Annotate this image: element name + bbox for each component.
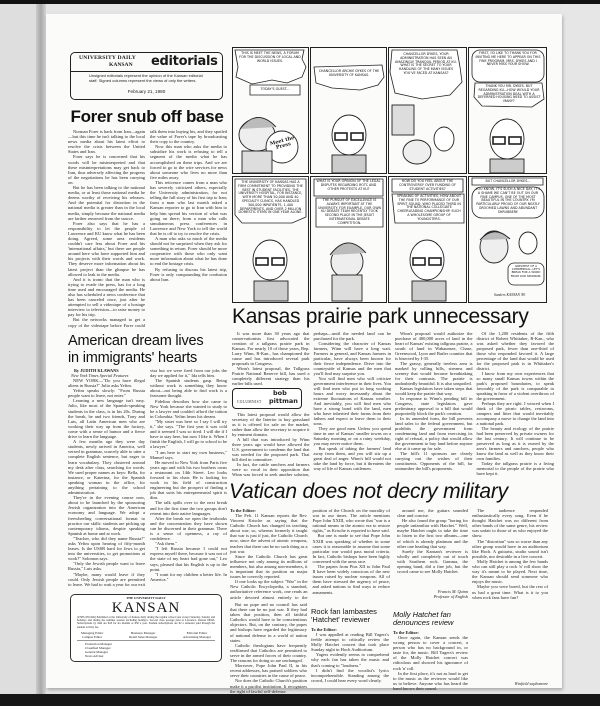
paragraph: The papers from Pius XII to John Paul II have been widely conscious of the new issues raised by nuclear weapons. All of them have stressed the urgency of peace, and asked nations to find ways to reduce armaments.	[312, 564, 390, 595]
paragraph: A bill that was introduced by Winn three years ago would have allowed the U.S. government to condemn the land that was needed for the proposed park. That bill died in committee.	[232, 437, 310, 462]
staff-title: Classified Manager	[85, 646, 111, 651]
paragraph: Today the tallgrass prairie is a living memorial to the people of the prairie who have kept it.	[476, 461, 554, 476]
paragraph: But the networks managed to get a copy of the videotape before Forer could talk them into buying his, and they spoiled the value of Forer's tape by broadcasting their copy to the country.	[68, 129, 227, 328]
paragraph: Surely the Kansan's reviewer is wholly and completely out of touch with Southern rock. Gamma, the opening band, did a fine job, but the crowd came to see Molly Hatchet.	[397, 548, 468, 575]
paragraph: They are good men. Unless you spend time in one of Kansas' smaller towns on a Saturday morning or on a rainy weekday, you may never notice them.	[313, 426, 391, 446]
columnist-last-name: pittman	[269, 397, 298, 405]
paragraph: Forer says he is concerned that his words will be misinterpreted and that these misinterpretations may get back to Iran, thus adversely affecting the progress of the negotiations he has been carrying on.	[68, 154, 145, 185]
headline-line-2: 'Hatchet' reviewer	[311, 615, 371, 624]
paragraph: Winn's proposal would authorize the purchase of 400,000 acres of land in the heart of Kansas' existing tallgrass prairie, a swath of land in Wabaunsee, Chase, Greenwood, Lyon and Butler counties that is bisected by I-35.	[395, 331, 473, 361]
columnist-first-name: bob	[273, 389, 287, 397]
paragraph: A few months ago they were day students, newly arrived in America, well versed in grammar, scarcely able to utter a complete English sentence, but eager to learn vocabulary. They clustered around my desk after class, searching for words. We used proper names as keys: Bella, for instance, or Katerina, for the Spanish speaking woman in the office, for anything pertaining to the school administration.	[68, 439, 145, 496]
molly-headline	[393, 611, 473, 627]
masthead-publication-info: (USPS 650-640) Published at the University of Kansas daily during the regular school year except Saturday, Sunday and holidays and during the summer session excluding holidays. Second class postage paid at Lawrence, Kansas 66045. Subscriptions by mail are $18 for six months or $30 a year. Student subscriptions are $2 a semester paid through the student activity fee.	[77, 615, 215, 629]
salutation: To the Editor:	[393, 630, 419, 635]
paragraph: The Spanish students gasp. Being without work is something they know about—not being able to find work is a fearsome thought.	[150, 378, 227, 399]
paragraph: Winn's latest proposal, the Tallgrass Prairie National Reserve bill, has used a completely different strategy than his earlier bills used.	[232, 366, 310, 386]
rockfan-letter-body	[311, 627, 389, 687]
paragraph: Norman Forer is back from Iran—again—but this time he isn't talking to the local news media about his latest effort to resolve the crisis between the United States and Iran.	[68, 129, 145, 155]
immigrants-article-body	[68, 368, 227, 592]
paragraph: The bill's 11 sponsors are clearly carrying out the wishes of their constituents. Opponents of the bill, far outnumber the bill's proponents.	[395, 451, 473, 471]
paragraph: Learning a new language isn't easy. Julio, like most of the Spanish-speaking students in the class, is in his 20s. During the break, he and two friends, Tony and Luis, all Latin American men who are working their way up from the factory, come with a sense of humor and a fierce drive to learn the language.	[68, 398, 145, 440]
forer-headline: Forer snub off base	[70, 107, 224, 126]
paragraph: Considering the character of Kansas farmers, Winn will have a long wait. Farmers in general, and Kansas farmers in particular, have always been known for their fierce independence. Drive into the countryside of Kansas and the men that you'll find may surprise you.	[313, 341, 391, 376]
molly-letter-body	[393, 630, 468, 691]
editorial-policy-note: Unsigned editorials represent the opinion of the Kansan editorial staff. Signed columns represent the views of only the writers.	[89, 73, 203, 83]
paragraph: In the first place, it's not as hard to get to the music as the reviewer would like us to believe. Anyone who has heard the band knows their sound.	[393, 670, 468, 691]
brand-line-1: UNIVERSITY DAILY	[79, 55, 137, 61]
paragraph: NEW YORK—"Do you have illegal aliens in Russia?" Julio asks Yefim.	[68, 378, 145, 389]
page-fold-shadow	[36, 4, 46, 694]
paragraph: In response to Winn's pending bill in Congress, state legislators gave preliminary approval to a bill that would purportedly block the park's creation.	[395, 396, 473, 416]
paragraph: They're in the evening course now, about to be launched by the sponsoring Jewish organization into the American economy and language. We adopt a freewheeling conversational format to practice our skills: students are picking up contemporary idioms, despite speaking Spanish at home and at work.	[68, 495, 145, 536]
vatican-headline: Vatican does not decry military	[229, 480, 508, 503]
scan-top-edge	[0, 0, 600, 4]
vatican-letter-continued	[230, 602, 307, 694]
paragraph: In its amended form, the bill prevents land sales to the federal government, but prohibits the government from condemning land and from exercising its right of refusal, a policy that would allow the government to buy land before anyone else at it came up for sale.	[395, 416, 473, 451]
scan-left-margin	[0, 4, 38, 694]
scan-right-margin	[562, 4, 600, 694]
paragraph: The audience responded enthusiastically every song. Even if he thought Hatchet was no different from other bands of the same genre, his review was unfair to those of us who enjoyed the show.	[472, 508, 548, 539]
paragraph: Perhaps they are right. I winced when I think of the picnic tables, restrooms, campers and litter that would inevitably accompany a move to change the land into a national park.	[476, 401, 554, 426]
speech-bubble: THANK YOU MR. DYKES. BUT REGARDING KU—HOW WOULD YOUR ADMINISTRATION DEAL WITH A DEFERRED HOUSING NEED TO ASSIST MANY?	[477, 84, 541, 104]
masthead-title: KANSAN	[111, 599, 181, 616]
paragraph: I know from my own experiences that so many small Kansas towns within the park's proposed boundaries, to speak favorably of the park is comparable to speaking in favor of a violent overthrow of the government.	[476, 371, 554, 401]
speech-bubble: THIS IS MEET THE NEWS, A FORUM FOR THE DISCUSSION OF LOCAL AND WORLD ISSUES.	[239, 51, 301, 63]
paragraph: If one looks up the subject "War" in the New Catholic Encyclopedia, a standard, authoritative reference work, one reads an article devoted almost entirely to the position of the Church on the morality of war in our times. The article mentions Pope John XXIII, who wrote that "war is a rational means in the atomic era to restore rights," as Krische is reported to have said.	[230, 508, 390, 600]
staff-title: Managing Editor	[81, 630, 104, 635]
paragraph: The grassy, generally treeless area is marked by rolling hills, streams and scenery that would become breathtaking for their contrasts. The prairie is undoubtedly beautiful. It is also unspoiled.	[395, 361, 473, 386]
staff-title: Editorial Editor	[186, 630, 208, 635]
speech-bubble: TODAY'S GUEST...	[260, 87, 290, 91]
paragraph: The beauty and ecology of the prairie had been preserved by private owners for the last century. It will continue to be preserved as long as it is owned by the area's farmers and ranchers, people who know the land as well as they know their own families.	[476, 426, 554, 461]
paragraph: I was appalled at reading Bill Yagers's feeble attempt to critically review the Molly Hatchet concert that took place Sunday night in Hoch Auditorium.	[311, 632, 389, 653]
paragraph: He moved to New York from Paris five years ago and with his two brothers owns a restaurant on 14th Street. Leo looks forward to his chair. He is looking for work in his field of construction engineering but the prospect of finding a job that suits his entrepreneurial spirit is dim.	[150, 459, 227, 501]
paragraph: In fact, the cattle ranchers and farmers were so vocal in their opposition that Winn was forced to seek another solution, perhaps—until the needed land can be purchased for the park.	[232, 331, 391, 477]
masthead-line1: THE UNIVERSITY DAILY	[126, 596, 166, 600]
prairie-headline: Kansas prairie park unnecessary	[232, 305, 529, 328]
paragraph: Kansas legislators have taken steps that would keep the prairie that way.	[395, 386, 473, 396]
meet-the-press-logo: Meet the Press	[269, 134, 296, 151]
headline-line-1: Rock fan lambastes	[311, 607, 377, 616]
headline-line-2: denounces review	[393, 618, 454, 627]
paragraph: Maybe you were bored, but the rest of us had a great time. What is it to you when rock fans have fun?	[472, 584, 548, 600]
paragraph: But no pope and no council has said that there can be no just war. If they had taken that position, then all faithful Catholics would have to be conscientious objectors. But, on the contrary, the popes and bishops have regarded the legitimacy of national defense in a world of nation states.	[230, 602, 307, 643]
rockfan-headline	[311, 608, 391, 624]
editorials-header-box	[70, 52, 223, 100]
paragraph: Nor does the Catholic Church's position make it a pacifist institution. It recognizes the right of lawful self-defense.	[230, 678, 307, 694]
forer-article-body	[68, 129, 227, 329]
paragraph: Yefim speaks slowly: "From Russia people want to leave, not enter."	[68, 388, 145, 399]
paragraph: Now this man who asks the media to subsidize his work is refusing to tell a segment of the media what he has accomplished on these trips. And we are forced to go to the wire services for news about someone who lives no more than five miles away.	[150, 144, 227, 180]
paragraph: Moreover, Pope John Paul II, in his recent addresses, has praised soldiers who serve their countries in the cause of peace.	[230, 663, 307, 679]
paragraph: Catholic theologians have frequently reaffirmed that Catholics are permitted to serve in the armed forces of their country. The reasons for doing so are unchanged.	[230, 642, 307, 664]
staff-title: Business Manager	[131, 630, 156, 635]
paragraph: This latest proposal would allow the secretary of the Interior to buy grassland as it is offered for sale on the market, rather than allow the secretary to acquire it by eminent domain.	[232, 412, 310, 437]
speech-bubble: GREATEST OF A COMMERCIAL, LET'S BREAK FOR A WORD FROM OUR SPONSOR.	[510, 264, 542, 278]
signature-title: Professor of English	[433, 593, 468, 599]
headline-line-1: Molly Hatchet fan	[393, 610, 451, 619]
paragraph: It was more than 30 years ago that conservationists first advocated the creation of a tallgrass prairie park in Kansas. For nearly 10 of those years, Rep. Larry Winn, R-Kan., has championed the cause and has introduced several park proposals in Congress.	[232, 331, 310, 366]
paragraph: "Ask them."	[155, 541, 178, 547]
kansan-masthead-box	[70, 594, 222, 662]
columnist-badge	[232, 388, 302, 409]
staff-left	[81, 632, 103, 640]
staff-title: News Adviser	[85, 653, 104, 658]
staff-title: Campus Editor	[82, 634, 103, 639]
speech-bubble: THE PURSUIT OF EXCELLENCE IS ALWAYS IMPORTANT AT THE UNIVERSITY. FOR EXAMPLE, OUR OWN KU DEBATE TEAM RECENTLY TOOK SECOND PLACE IN THE JESUIT INTERNATIONAL DEBATE COMPETITION.	[318, 198, 381, 225]
molly-letter-continued	[472, 508, 548, 680]
speech-bubble: CHANCELLOR DYKES, YOUR ADMINISTRATION HAS SEEN AN AMAZINGLY TRANQUIL PERIOD AT KU. WHAT IS THE SECRET TO YOUR HANDLING OF THE MANY ISSUES YOU'VE FACED AT KANSAS?	[395, 52, 457, 75]
paragraph: "My sister was here so I say I will try it," she says. "The first year it was cold and it seemed I was so tired. I will die if I have to stay here, but now I like it. When I finish the English, I will go to school to be a lawyer."	[150, 418, 227, 450]
paragraph: I didn't find the vocalist's lyrics incomprehensible. Standing among the crowd, I could hear every word clearly.	[311, 667, 389, 683]
speech-bubble: HOW DO YOU FEEL ABOUT THE CONTROVERSY OVER FUNDING OF STUDENT ACTIVITIES?	[398, 179, 457, 191]
paragraph: By refusing to discuss his latest trip, Forer is only compounding the confusion about Iran.	[150, 266, 227, 282]
speech-bubble: SPEAKING OF ACTIVITIES, HOW ABOUT THE FINE TV PERFORMANCE OF OUR SPIRIT SQUAD, WHO PLACED THIRD IN THE NATIONAL COLLEGIATE CHEERLEADING CHAMPIONSHIP. SUCH A WHOLESOME GROUP OF YOUNGSTERS.	[397, 194, 461, 221]
staff-title: General Manager	[85, 649, 108, 654]
speech-bubble: BUT CHANCELLOR DYKES...	[485, 178, 531, 183]
section-title: editorials	[151, 54, 218, 69]
paragraph: Since the Catholic Church has great influence not only among its millions of members, but also among non-members, it is important that its position on major issues be correctly reported.	[230, 553, 308, 580]
byline: By JUDITH KLAWANS	[74, 368, 119, 373]
staff-title: Advertising Manager	[182, 634, 211, 639]
scan-bottom-edge	[0, 694, 600, 706]
paragraph: Molly Hatchet is among the few bands who can still play a rock 'n' roll show the way it's meant to be played. Next time, the Kansan should send someone who enjoys the music.	[472, 558, 548, 585]
byline-org: New York Times Special Features	[71, 373, 129, 378]
paragraph: He also found the group "boring for people unfamiliar with Hatchet." Well, maybe Hatchet ought to take the time to listen to the first two albums—one of which is already platinum and the other one heading that way.	[397, 518, 468, 549]
cartoonist-signature: Sanders KANSAN '80	[494, 293, 526, 297]
speech-bubble: YOU KNOW, IT'S SUCH A NICE DAY, IT'S A SHAME WE CAN'T BE OUT ON OUR FINE CAMPUS, ONE OF THE MOST BEAUTIFUL IN THE COUNTRY. I'M PARTICULARLY PROUD OF OUR NEATLY GROOMED LAWNS AND ABUNDANT SHRUBBERY.	[475, 187, 541, 214]
paragraph: The talk spills over to the next break and for the first time the two groups don't retreat into their native languages.	[150, 500, 227, 516]
masthead-staff-row	[71, 630, 221, 640]
paragraph: This reticence comes from a man who has severely criticized others, especially the University administration, for not telling the full story of his first trip to Iran; from a man who last month asked a Kansan reporter to go to Iran with him to help him spread his version of what was going on there; from a man who calls simultaneous press conferences in Lawrence and New York to tell the world that he is off to try to resolve the crisis.	[150, 179, 227, 236]
speech-bubble: THE UNIVERSITY OF KANSAS HAS A FIRM COMMITMENT TO PROVIDING THE BEST IN STUDENT FACILITIES. THE UNIVERSITY HOSPITAL, FOR INSTANCE, WITH MORE THAN 50,000 AND 40 SPECIALTY CLINICS, HAS HANDLED 300,000 INPATIENTS, 1,400 DEPARTMENTS, AND OVER 2 MILLION DOMESTIC ITEMS IN ONE YEAR ALONE.	[238, 180, 303, 215]
prairie-article-body	[232, 331, 554, 477]
paragraph: "Only the Jewish people want to leave Russia," Luis asks.	[68, 561, 145, 572]
speech-bubble: FIRST, I'D LIKE TO THANK YOU FOR INVITING ME HERE TO APPEAR ON THIS FINE PROGRAM. MRS. DYKES AND I NEVER MISS YOUR SHOW.	[475, 51, 541, 67]
paragraph: "Teacher, who did they name Russia?" asks Yefim upon hearing of fifty-month leases. Is the USSR hard for Jews to get into the universities, to get promotions at work?" Solomon says.	[68, 535, 145, 562]
paragraph: You will find men who will criticize government interference in their lives. You will find men who put in long working hours and worry incessantly about the extreme fluctuations of Kansas weather. And inevitably, you will find men who have a strong bond with the land, men who have inherited their farms from their fathers and expect to leave them to their sons.	[313, 376, 391, 426]
issue-date: February 21, 1980	[127, 89, 166, 94]
paragraph: Fidelina describes how she came to New York because she wanted to study to be a lawyer and couldn't afford the tuition in Colombia. Yefim hears his dream.	[150, 398, 227, 419]
paragraph: But speak of taking the farmers' land away from them, and you will stir up a great deal of anger. Winn's bill would not take the land by force, but it threatens the way of life of Kansas cattlemen.	[313, 446, 391, 471]
brand-line-2: KANSAN	[109, 61, 133, 68]
paragraph: The Feb. 11 Kansan reports the Rev. Vincent Krische as saying that the Catholic Church has changed its teaching about war; so, whereas formerly it taught that war is just if just, the Catholic Church now, since the advent of atomic weapons, teaches that there can be no such thing as a just war.	[230, 513, 308, 554]
paragraph: A man who asks so much of the media should not be surprised when they ask for something in return. Forer should be more cooperative with those who only want more information about what he has done to end the hostage crisis.	[150, 235, 227, 267]
headline-line-2: in immigrants' hearts	[68, 349, 198, 366]
paragraph: But one is made to see that Pope John XXIII was speaking of whether in some cases it is reasonable to assume that some particular war would pass moral criteria. In fact, Catholic bishops have been highly concerned with the arms race.	[312, 533, 390, 564]
speech-bubble: CHANCELLOR ARCHIE DYKES OF THE UNIVERSITY OF KANSAS.	[318, 69, 380, 77]
vatican-letter-col3	[397, 508, 468, 588]
paragraph: "I left Russia because I could not express myself there, because it was not of the state of my heart had gone out," Leo says, pleased that his English is up to the point.	[150, 546, 227, 572]
vatican-letter-body	[230, 508, 390, 602]
signature-name: Francis M. Quinn	[437, 589, 468, 594]
vatican-signature	[397, 590, 468, 600]
headline-line-1: American dream lives	[68, 333, 204, 349]
paragraph: And it is ironic that the man who is trying to evade the press, has for a long time used and encouraged the media. He also has scheduled a news conference that has been canceled once, just after he attempted to sell a videotape of a hostage interview to television—to raise money to pay for his trip.	[68, 276, 145, 318]
paragraph: around me, the guitars sounded clear and concise.	[397, 508, 468, 519]
staff-right	[183, 632, 211, 640]
paragraph: "I want for my children a better life. In America."	[150, 571, 227, 582]
paragraph: But he has been talking to the national media, or at least those national media he deems worthy of receiving his releases. And the potential for distortion in the national media is greater than in the local media, simply because the national media are farther removed from the source.	[68, 185, 145, 221]
paragraph: "Maybe, many would leave if they could. Only Jewish people are permitted to leave. We had to wait a year for our exit visa but we were fired from our jobs the day we applied for it," Ida tells him.	[68, 368, 227, 587]
paragraph: "I am here to start my own business," Manuel says.	[150, 449, 227, 460]
staff-mid	[129, 632, 157, 640]
staff-title: Production Manager	[85, 642, 113, 647]
editorial-cartoon	[232, 47, 548, 303]
staff-title: Retail Sales Manager	[129, 634, 158, 639]
paragraph: The "distortion" was so worse than any other group would have in an auditorium like Hoch. A guitarist, studio sound isn't possible, nor desirable in a live concert.	[472, 538, 548, 559]
paragraph: Forer also says that he has a responsibility to let the people of Lawrence and KU know what he has been doing. Agreed, some area residents couldn't care less about Forer and his 'international affairs,' but there are people around here who have supported him and his projects with their words and work. They deserve more information about his latest project than the glimpse he has allowed to leak to the media.	[68, 220, 145, 277]
salutation: To the Editor:	[311, 627, 337, 632]
speech-bubble: WHAT IS YOUR OPINION OF THE LEGAL DISPUTES REGARDING ROTC AND OTHER PROTESTS AT KU?	[316, 179, 381, 191]
paragraph: Once again, the Kansan sends the wrong person to cover a concert, a person who has no background in, or taste for, the music. Bill Yagers's review of the Molly Hatchet concert was ridiculous and showed his ignorance of rock 'n' roll.	[393, 635, 468, 671]
salutation: To the Editor:	[230, 508, 256, 513]
paragraph: Of the 1,200 residents of the fifth district of Robert Whittaker, R-Kan., who was asked whether they favored the proposed park, fewer than one-third of those who responded favored it. A large percentage of the land that would be used for the proposed park is in Whittaker's district.	[476, 331, 554, 371]
paragraph: Yagers evidently seems to comprehend why each fan has taken the music and that's coming to "loudness."	[311, 652, 389, 668]
immigrants-headline	[68, 333, 203, 366]
staff-bottom	[77, 640, 215, 658]
paragraph: After the break we open the textbooks and the concentration they have shown can be discerned in their grammar. There is a sense of openness, a ray of confidence.	[150, 515, 227, 542]
molly-signature: Winfield sophomore	[514, 681, 548, 686]
columnist-label: COLUMNIST	[237, 400, 262, 404]
